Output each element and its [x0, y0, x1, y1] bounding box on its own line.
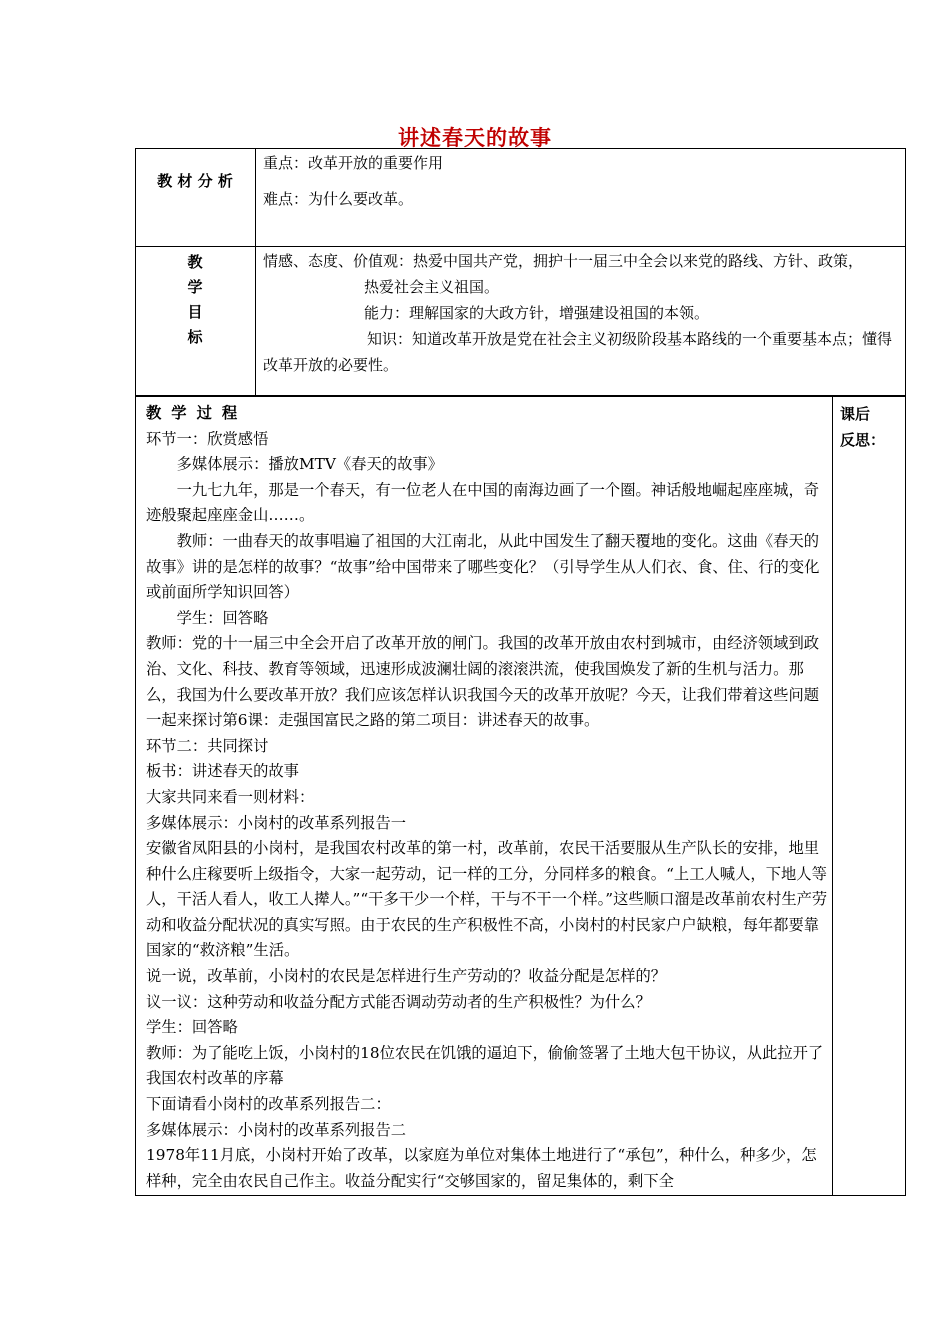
process-heading: 教学过程 [146, 404, 248, 422]
process-line: 环节二：共同探讨 [146, 736, 269, 755]
process-line: 安徽省凤阳县的小岗村，是我国农村改革的第一村，改革前，农民干活要服从生产队长的安排，地里种什么庄稼要听上级指令，大家一起劳动，记一样的工分，分同样多的粮食。“上工人喊人，下地人等人，干活人看人，收工人撵人。”“干多干少一个样，干与不干一个样。”这些顺口溜是改革前农村生产劳动和收益分配状况的真实写照。由于农民的生产积极性不高，小岗村的村民家户户缺粮，每年都要靠国家的“救济粮”生活。 [146, 839, 828, 960]
table-divider [255, 148, 256, 396]
process-line: 多媒体展示：播放MTV《春天的故事》 [176, 455, 443, 474]
process-line: 多媒体展示：小岗村的改革系列报告二 [146, 1120, 407, 1139]
process-line: 多媒体展示：小岗村的改革系列报告一 [146, 813, 407, 832]
table-divider [832, 396, 833, 1196]
analysis-label: 教 材 分 析 [157, 172, 233, 190]
objective-knowledge: 知识：知道改革开放是党在社会主义初级阶段基本路线的一个重要基本点；懂得改革开放的必要性。 [263, 330, 893, 374]
process-line: 板书：讲述春天的故事 [146, 762, 299, 781]
process-content [146, 401, 830, 1194]
process-line: 学生：回答略 [176, 608, 269, 627]
process-line: 1978年11月底，小岗村开始了改革，以家庭为单位对集体土地进行了“承包”，种什么，种多少，怎样种，完全由农民自己作主。收益分配实行“交够国家的，留足集体的，剩下全 [146, 1146, 817, 1190]
process-line: 议一议：这种劳动和收益分配方式能否调动劳动者的生产积极性？为什么？ [146, 992, 651, 1011]
process-line: 教师：为了能吃上饭，小岗村的18位农民在饥饿的逼迫下，偷偷签署了土地大包干协议，从此拉开了我国农村改革的序幕 [146, 1043, 824, 1088]
key-point-text: 重点：改革开放的重要作用 [263, 154, 444, 172]
objective-ability: 能力：理解国家的大政方针，增强建设祖国的本领。 [364, 304, 710, 322]
process-line: 说一说，改革前，小岗村的农民是怎样进行生产劳动的？收益分配是怎样的？ [146, 967, 667, 986]
objectives-label: 教 学 目 标 [187, 253, 203, 346]
objectives-content [263, 248, 899, 378]
reflection-column [840, 401, 900, 453]
process-line: 大家共同来看一则材料： [146, 787, 315, 806]
reflection-label: 课后 [840, 405, 871, 423]
process-line: 下面请看小岗村的改革系列报告二： [146, 1095, 391, 1114]
reflection-label: 反思： [840, 431, 886, 449]
process-line: 环节一：欣赏感悟 [146, 429, 269, 448]
document-title: 讲述春天的故事 [398, 126, 552, 150]
objective-attitude: 情感、态度、价值观：热爱中国共产党，拥护十一届三中全会以来党的路线、方针、政策， [263, 252, 864, 270]
table-divider [135, 246, 906, 247]
process-line: 教师：一曲春天的故事唱遍了祖国的大江南北，从此中国发生了翻天覆地的变化。这曲《春天的故事》讲的是怎样的故事？“故事”给中国带来了哪些变化？（引导学生从人们衣、食、住、行的变化或前面所学知识回答） [146, 531, 820, 602]
analysis-content [263, 150, 899, 212]
process-line: 教师：党的十一届三中全会开启了改革开放的闸门。我国的改革开放由农村到城市，由经济领域到政治、文化、科技、教育等领域，迅速形成波澜壮阔的滚滚洪流，使我国焕发了新的生机与活力。那么，我国为什么要改革开放？我们应该怎样认识我国今天的改革开放呢？今天，让我们带着这些问题一起来探讨第6课：走强国富民之路的第二项目：讲述春天的故事。 [146, 634, 820, 730]
process-line: 一九七九年，那是一个春天，有一位老人在中国的南海边画了一个圈。神话般地崛起座座城，奇迹般聚起座座金山……。 [146, 480, 820, 525]
process-line: 学生：回答略 [146, 1018, 238, 1037]
objective-patriotism: 热爱社会主义祖国。 [364, 278, 500, 296]
difficulty-text: 难点：为什么要改革。 [263, 190, 414, 208]
